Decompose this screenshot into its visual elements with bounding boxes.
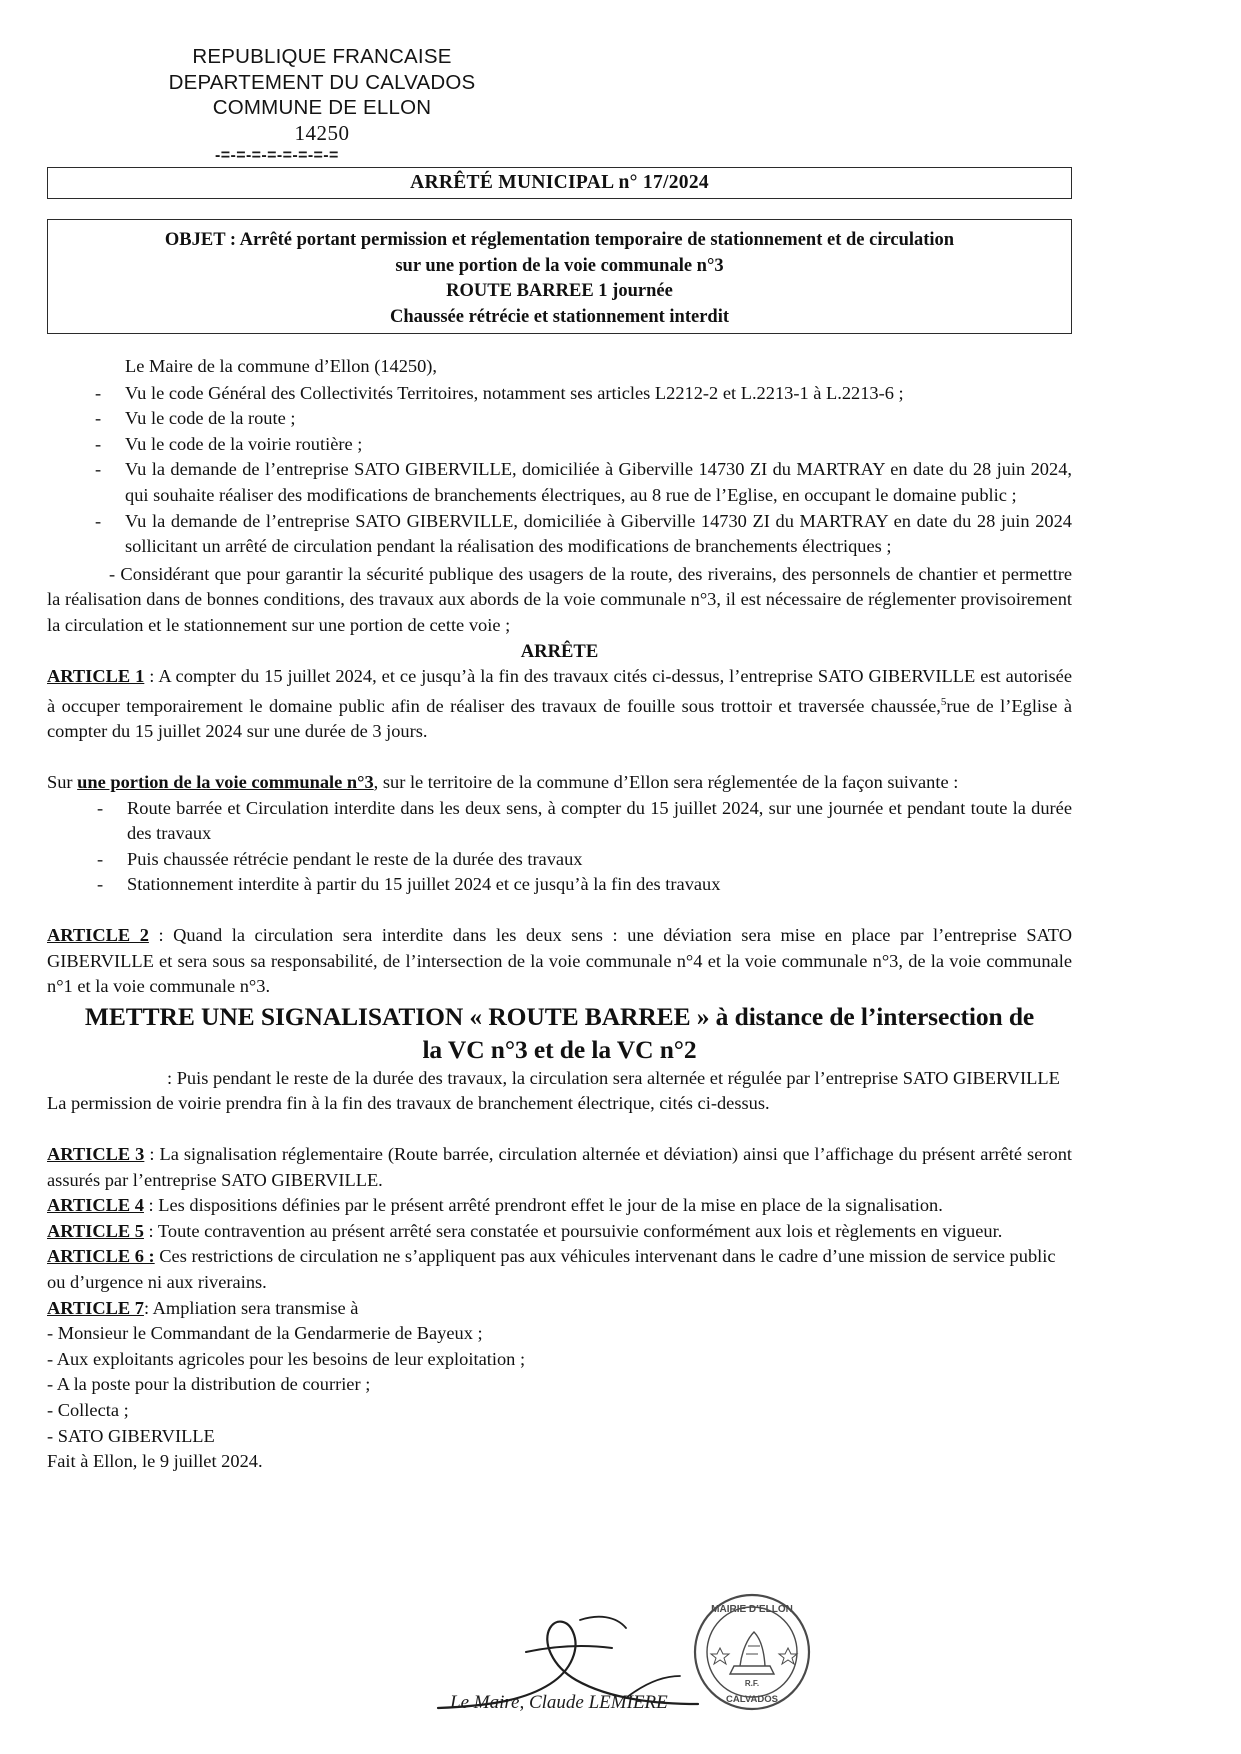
letterhead-line-republic: REPUBLIQUE FRANCAISE [192,45,452,68]
article-7-label: ARTICLE 7 [47,1297,144,1318]
portion-paragraph [47,770,1072,796]
vu-text: Vu le code de la voirie routière ; [125,433,363,454]
vu-item [47,509,1072,560]
svg-text:MAIRIE D’ELLON: MAIRIE D’ELLON [711,1604,793,1615]
objet-box [47,219,1072,334]
vu-item [47,381,1072,407]
vu-text: Vu la demande de l’entreprise SATO GIBERVILLE, domiciliée à Giberville 14730 ZI du MARTRAY en date du 28 juin 2024 sollicitant un arrêté de circulation pendant la réalisation des modifications de branchements électriques ; [125,510,1072,557]
vu-item [47,457,1072,508]
letterhead-separator: -=-=-=-=-=-=-=-= [215,147,339,164]
article-1 [47,664,1072,745]
signature-caption: Le Maire, Claude LEMIERE [450,1692,668,1713]
dash-marker: - [95,433,102,454]
article-2-text: : Quand la circulation sera interdite dans les deux sens : une déviation sera mise en place par l’entreprise SATO GIBERVILLE et sera sous sa responsabilité, de l’intersection de la voie communale n°4 et la voie communale n°3, de la voie communale n°1 et la voie communale n°3. [47,925,1072,997]
fait-a-line: Fait à Ellon, le 9 juillet 2024. [47,1451,263,1472]
article-5 [47,1219,1072,1245]
ampliation-item: - Collecta ; [47,1399,129,1420]
objet-line-4: Chaussée rétrécie et stationnement interdit [389,306,730,327]
list-item-text: Route barrée et Circulation interdite dans les deux sens, à compter du 15 juillet 2024, sur une journée et pendant toute la durée des travaux [127,797,1072,844]
list-item [47,847,1072,873]
considerant-paragraph: - Considérant que pour garantir la sécurité publique des usagers de la route, des riverains, des personnels de chantier et permettre la réalisation dans de bonnes conditions, des travaux aux abords de la voie communale n°3, il est nécessaire de réglementer provisoirement la circulation et le stationnement sur une portion de cette voie ; [47,563,1072,635]
article-2 [47,923,1072,1000]
portion-suffix: , sur le territoire de la commune d’Ellon sera réglementée de la façon suivante : [373,772,959,793]
article-1-label: ARTICLE 1 [47,666,145,687]
objet-line-3: ROUTE BARREE 1 journée [446,281,673,301]
list-item [47,796,1072,847]
document-body [47,350,1072,1475]
article-7 [47,1296,1072,1322]
arrete-title-box [47,167,1072,199]
arrete-title: ARRÊTÉ MUNICIPAL n° 17/2024 [410,172,709,193]
permission-paragraph: La permission de voirie prendra fin à la fin des travaux de branchement électrique, cités ci-dessus. [47,1093,770,1114]
letterhead-line-department: DEPARTEMENT DU CALVADOS [168,70,476,94]
letterhead-line-commune: COMMUNE DE ELLON [212,96,432,119]
article-5-text: : Toute contravention au présent arrêté sera constatée et poursuivie conformément aux lois et règlements en vigueur. [143,1220,1003,1241]
ampliation-item: - Aux exploitants agricoles pour les besoins de leur exploitation ; [47,1348,526,1369]
signature-area [430,1580,1070,1750]
objet-line-1: OBJET : Arrêté portant permission et réglementation temporaire de stationnement et de circulation [164,230,955,250]
vu-text: Vu le code de la route ; [125,408,296,429]
dash-marker: - [95,510,102,531]
dash-marker: - [97,874,104,895]
list-item-text: Stationnement interdite à partir du 15 juillet 2024 et ce jusqu’à la fin des travaux [127,874,721,895]
vu-text: Vu la demande de l’entreprise SATO GIBERVILLE, domiciliée à Giberville 14730 ZI du MARTRAY en date du 28 juin 2024, qui souhaite réaliser des modifications de branchements électriques, au 8 rue de l’Eglise, en occupant le domaine public ; [125,459,1072,505]
dash-marker: - [95,382,102,403]
signalisation-line-2: la VC n°3 et de la VC n°2 [422,1034,697,1064]
article-1-text-a: : A compter du 15 juillet 2024, et ce jusqu’à la fin des travaux cités ci-dessus, l’entreprise SATO GIBERVILLE est autorisée à occuper temporairement le domaine public afin de réaliser des travaux de fouille sous trottoir et traversée chaussée, [47,666,1072,716]
portion-items-list [47,796,1072,898]
article-4-label: ARTICLE 4 [47,1195,144,1216]
article-3-label: ARTICLE 3 [47,1143,145,1164]
article-4-text: : Les dispositions définies par le présent arrêté prendront effet le jour de la mise en place de la signalisation. [143,1195,943,1216]
article-3-text: : La signalisation réglementaire (Route barrée, circulation alternée et déviation) ainsi que l’affichage du présent arrêté seront assurés par l’entreprise SATO GIBERVILLE. [47,1143,1072,1190]
spacer [47,1117,1072,1142]
letterhead [62,44,582,146]
vu-item [47,432,1072,458]
dash-marker: - [95,459,102,480]
arrete-keyword: ARRÊTE [520,640,599,662]
article-2-label: ARTICLE 2 [47,925,149,945]
dash-marker: - [97,797,104,818]
portion-prefix: Sur [47,772,78,793]
article-1-text-b: rue de l’Eglise à compter du 15 juillet 2024 sur une durée de 3 jours. [47,695,1073,742]
vu-list [47,381,1072,560]
objet-line-2: sur une portion de la voie communale n°3 [395,255,724,276]
ampliation-item: - SATO GIBERVILLE [47,1425,215,1446]
dash-marker: - [95,408,102,429]
article-6 [47,1244,1072,1295]
spacer [47,745,1072,770]
article-5-label: ARTICLE 5 [47,1220,144,1241]
article-1-superscript: 5 [940,695,947,708]
article-6-label: ARTICLE 6 : [47,1246,155,1267]
article-4 [47,1193,1072,1219]
article-7-text: : Ampliation sera transmise à [143,1297,359,1318]
list-item-text: Puis chaussée rétrécie pendant le reste de la durée des travaux [127,848,583,869]
portion-underlined: une portion de la voie communale n°3 [77,772,374,793]
mairie-stamp-icon [692,1592,812,1712]
svg-text:CALVADOS: CALVADOS [726,1694,778,1705]
puis-paragraph: : Puis pendant le reste de la durée des travaux, la circulation sera alternée et régulée par l’entreprise SATO GIBERVILLE [167,1067,1060,1088]
ampliation-list [47,1321,1072,1449]
letterhead-postal-code: 14250 [294,120,350,145]
article-6-text: Ces restrictions de circulation ne s’appliquent pas aux véhicules intervenant dans le cadre d’une mission de service public ou d’urgence ni aux riverains. [47,1246,1056,1292]
spacer [47,898,1072,923]
official-stamp [692,1592,812,1712]
svg-text:R.F.: R.F. [744,1679,760,1688]
vu-item [47,406,1072,432]
signalisation-line-1: METTRE UNE SIGNALISATION « ROUTE BARREE » à distance de l’intersection de [84,1001,1035,1031]
vu-text: Vu le code Général des Collectivités Territoires, notamment ses articles L2212-2 et L.2213-1 à L.2213-6 ; [125,382,904,403]
maire-line: Le Maire de la commune d’Ellon (14250), [125,356,438,376]
list-item [47,872,1072,898]
article-3 [47,1142,1072,1193]
dash-marker: - [97,848,104,869]
ampliation-item: - Monsieur le Commandant de la Gendarmerie de Bayeux ; [47,1323,483,1344]
ampliation-item: - A la poste pour la distribution de courrier ; [47,1374,371,1395]
